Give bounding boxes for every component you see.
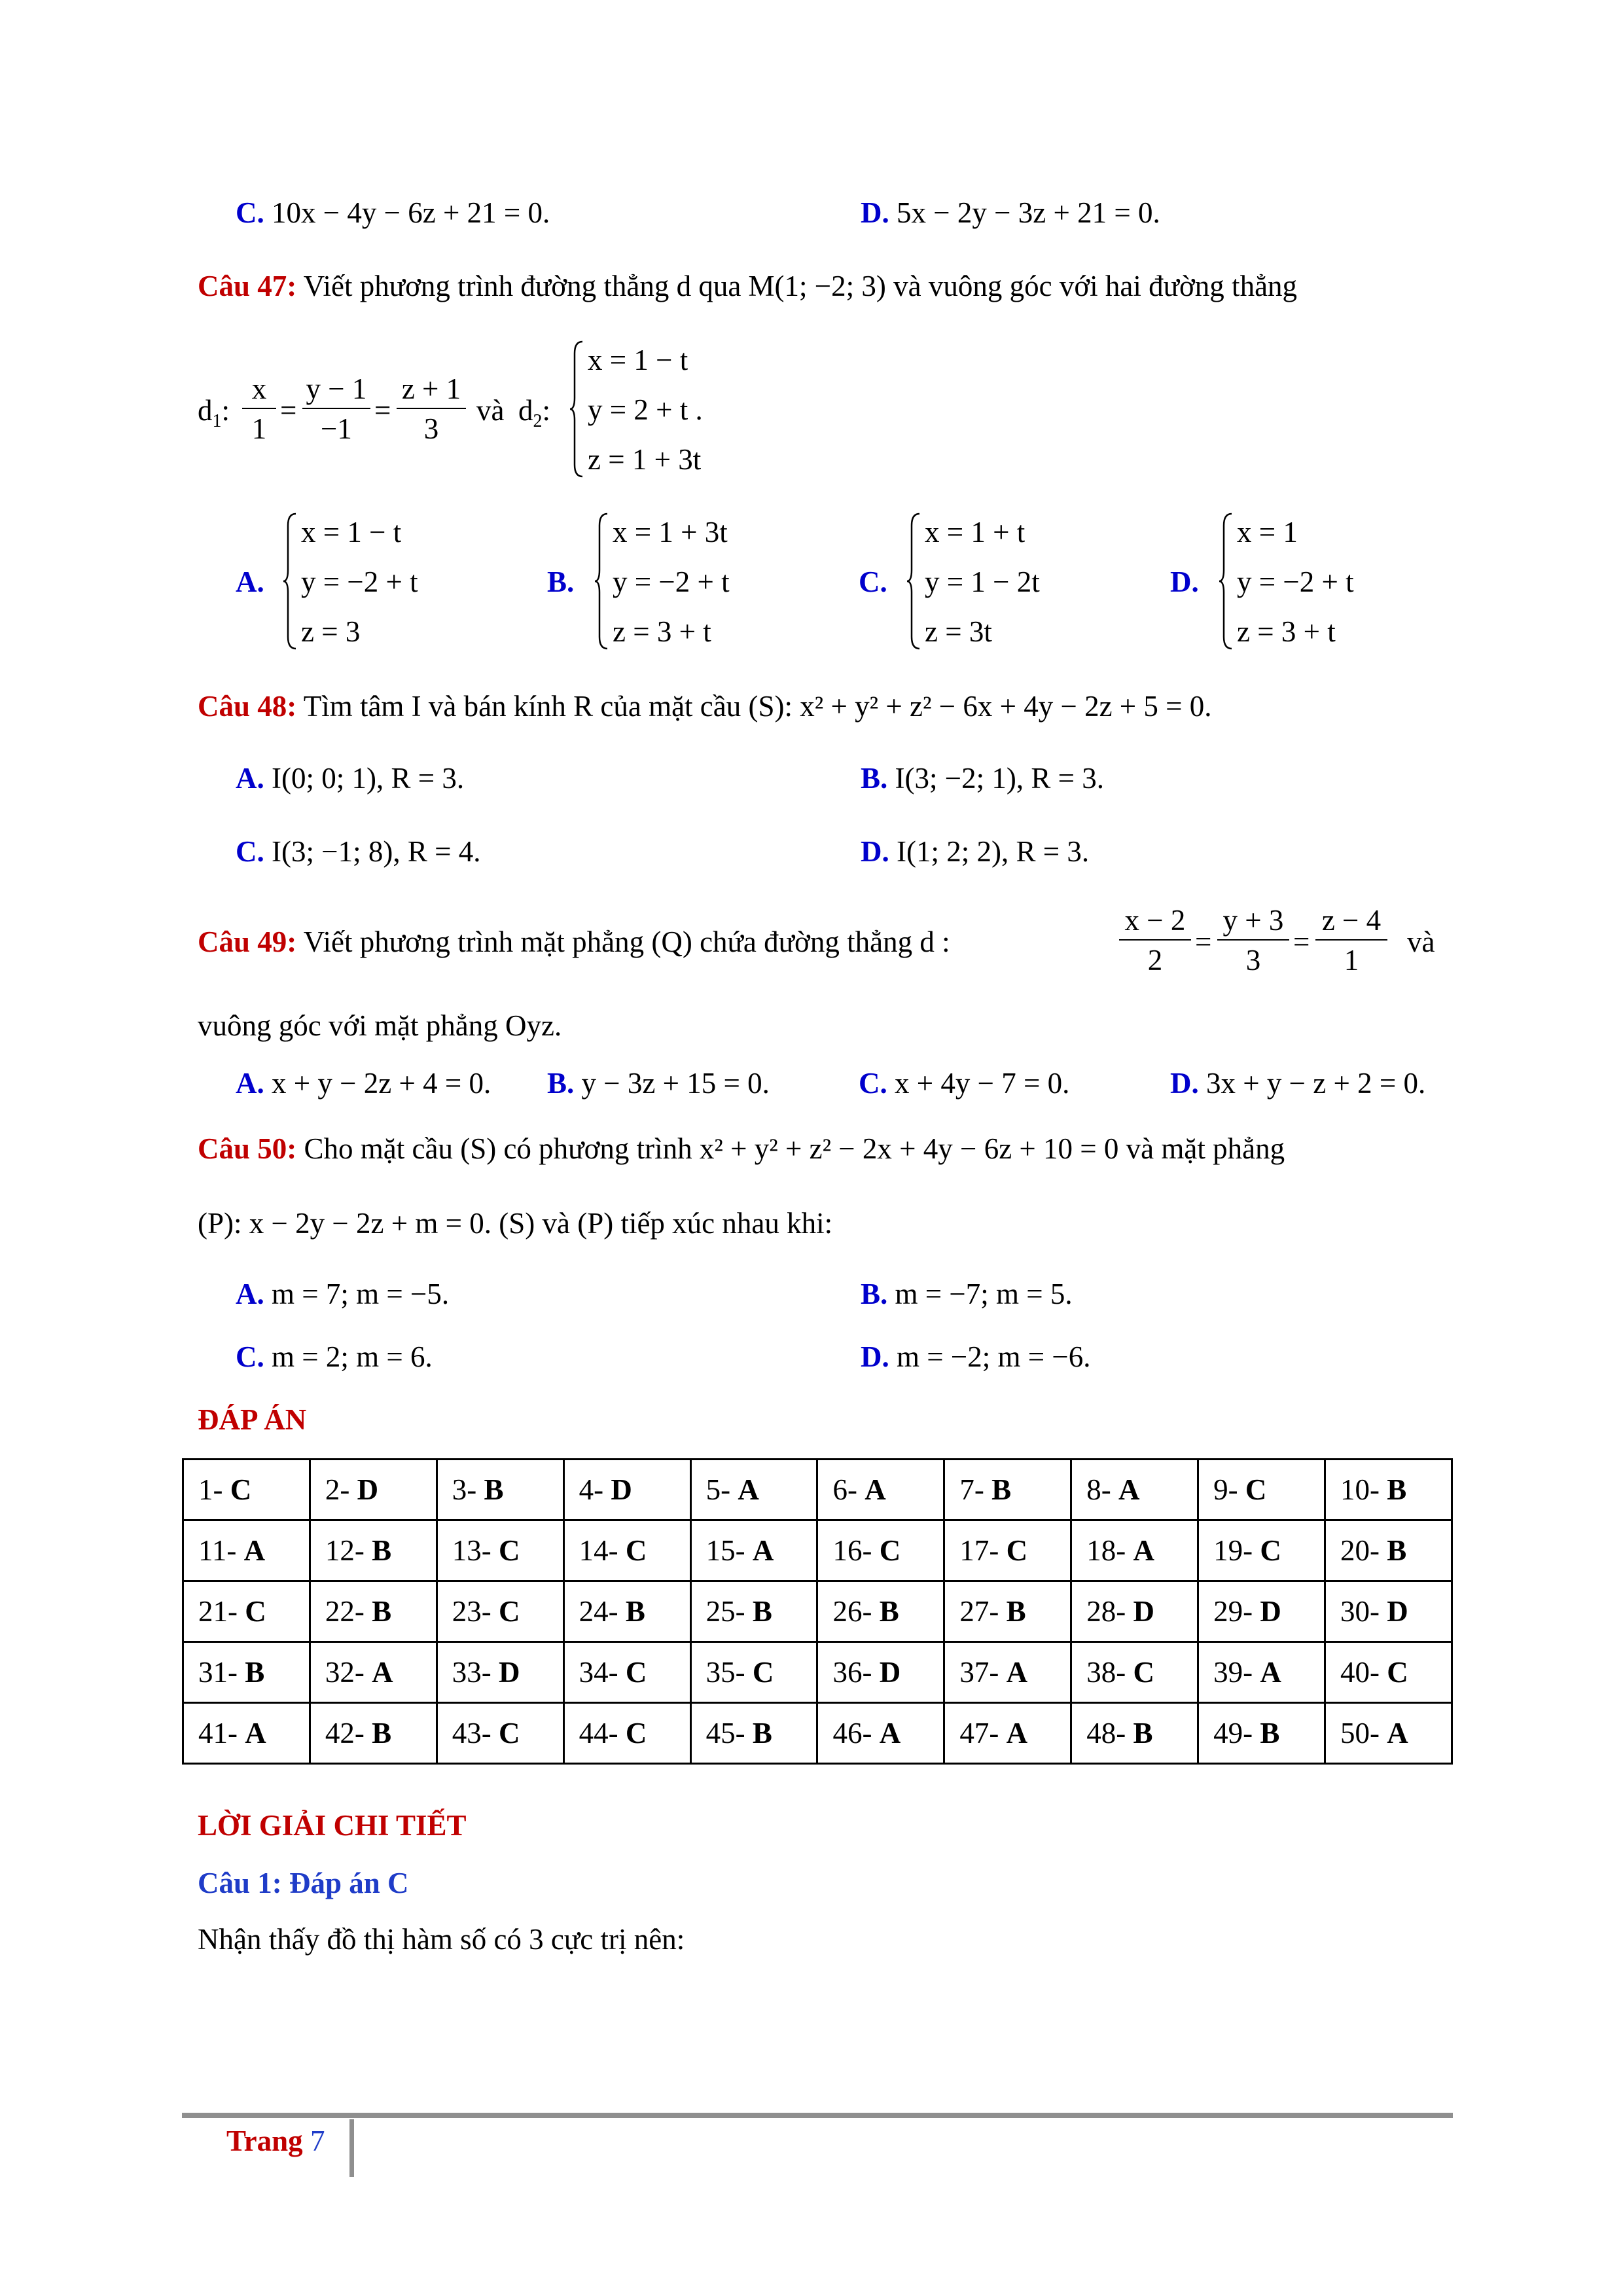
answer-cell — [183, 1581, 310, 1642]
answer-number: 38- — [1086, 1656, 1126, 1689]
answer-cell — [1325, 1460, 1452, 1520]
answer-choice: C — [625, 1717, 647, 1749]
answer-choice: B — [625, 1595, 645, 1628]
q46-option-c — [236, 195, 550, 230]
q47-label: Câu 47: — [198, 270, 297, 302]
answer-cell — [183, 1520, 310, 1581]
answer-row — [183, 1703, 1452, 1764]
solution-title: LỜI GIẢI CHI TIẾT — [198, 1809, 467, 1842]
left-brace-icon — [283, 512, 297, 650]
answer-row — [183, 1581, 1452, 1642]
left-brace-icon — [594, 512, 609, 650]
answer-cell — [944, 1581, 1071, 1642]
q49-option-a: A. x + y − 2z + 4 = 0. — [236, 1067, 491, 1100]
q49-line-2: vuông góc với mặt phẳng Oyz. — [198, 1009, 562, 1042]
answer-number: 40- — [1340, 1656, 1380, 1689]
answer-number: 19- — [1213, 1534, 1253, 1567]
q47-and: và — [476, 394, 505, 427]
q48-stem — [198, 689, 1212, 724]
q47-option-b-label: B. — [547, 565, 575, 598]
answer-number: 4- — [579, 1473, 604, 1506]
answer-number: 29- — [1213, 1595, 1253, 1628]
answer-number: 43- — [452, 1717, 491, 1749]
q46-option-c-label: C. — [236, 196, 264, 229]
answer-choice: C — [499, 1595, 520, 1628]
answer-choice: A — [1260, 1656, 1281, 1689]
answer-choice: A — [1133, 1534, 1154, 1567]
q46-option-d-text: 5x − 2y − 3z + 21 = 0. — [897, 196, 1160, 229]
q49-option-c: C. x + 4y − 7 = 0. — [859, 1067, 1070, 1100]
answer-number: 27- — [959, 1595, 999, 1628]
q47-option-c-system: x = 1 + t y = 1 − 2t z = 3t — [906, 512, 1090, 650]
answer-choice: D — [1260, 1595, 1281, 1628]
answer-choice: C — [1245, 1473, 1267, 1506]
answer-number: 14- — [579, 1534, 618, 1567]
q48-option-a: A. I(0; 0; 1), R = 3. — [236, 762, 465, 795]
answer-number: 10- — [1340, 1473, 1380, 1506]
answer-number: 39- — [1213, 1656, 1253, 1689]
answer-cell — [310, 1703, 437, 1764]
answer-cell — [1325, 1520, 1452, 1581]
answer-choice: C — [752, 1656, 774, 1689]
answer-choice: C — [1387, 1656, 1408, 1689]
answer-cell — [563, 1520, 690, 1581]
q49-eq-1: = — [1195, 925, 1212, 958]
answer-number: 36- — [832, 1656, 872, 1689]
q50-option-a: A. m = 7; m = −5. — [236, 1278, 450, 1310]
left-brace-icon — [569, 340, 584, 478]
answer-number: 23- — [452, 1595, 491, 1628]
answer-number: 37- — [959, 1656, 999, 1689]
answer-cell — [1071, 1642, 1198, 1703]
answer-choice: A — [879, 1717, 901, 1749]
q48-option-d: D. I(1; 2; 2), R = 3. — [861, 835, 1090, 868]
answer-cell — [817, 1703, 944, 1764]
answer-choice: A — [865, 1473, 886, 1506]
answer-choice: A — [243, 1534, 266, 1567]
answer-choice: B — [991, 1473, 1012, 1506]
q46-option-c-text: 10x − 4y − 6z + 21 = 0. — [272, 196, 550, 229]
q50-option-d: D. m = −2; m = −6. — [861, 1340, 1091, 1373]
q49-stem — [198, 924, 950, 960]
answer-number: 1- — [198, 1473, 223, 1506]
answer-choice: B — [1387, 1534, 1407, 1567]
answer-choice: B — [245, 1656, 265, 1689]
answer-choice: B — [1006, 1595, 1026, 1628]
q49-option-d: D. 3x + y − z + 2 = 0. — [1170, 1067, 1426, 1100]
q47-option-a-label: A. — [236, 565, 264, 598]
answer-cell — [183, 1642, 310, 1703]
answer-choice: D — [611, 1473, 632, 1506]
q50-text: Cho mặt cầu (S) có phương trình x² + y² + z² − 2x + 4y − 6z + 10 = 0 và mặt phẳng — [304, 1132, 1285, 1165]
answer-cell — [183, 1703, 310, 1764]
q47-d1-frac-1: $\frac{x}{1}$ — [242, 374, 276, 444]
answer-number: 6- — [832, 1473, 857, 1506]
answer-cell — [1071, 1520, 1198, 1581]
answer-number: 44- — [579, 1717, 618, 1749]
answer-cell — [310, 1581, 437, 1642]
q48-option-c: C. I(3; −1; 8), R = 4. — [236, 835, 481, 868]
answer-choice: B — [1260, 1717, 1280, 1749]
answer-cell — [817, 1460, 944, 1520]
q47-option-c-label: C. — [859, 565, 887, 598]
answer-cell — [183, 1460, 310, 1520]
answer-choice: B — [484, 1473, 504, 1506]
answer-number: 31- — [198, 1656, 238, 1689]
answer-cell — [1198, 1520, 1325, 1581]
answer-number: 46- — [832, 1717, 872, 1749]
answer-cell — [563, 1642, 690, 1703]
q47-d2-line-2: y = 2 + t . — [588, 393, 703, 426]
q48-label: Câu 48: — [198, 690, 297, 723]
answer-choice: C — [245, 1595, 266, 1628]
q49-frac-2: $\frac{y + 3}{3}$ — [1217, 906, 1289, 975]
solution-q1-heading: Câu 1: Đáp án C — [198, 1867, 409, 1899]
q49-eq-2: = — [1293, 925, 1310, 958]
answer-number: 12- — [325, 1534, 365, 1567]
q49-tail: và — [1407, 925, 1435, 958]
q47-d2-line-1: x = 1 − t — [588, 344, 688, 376]
answer-choice: B — [879, 1595, 899, 1628]
answer-number: 24- — [579, 1595, 618, 1628]
answer-choice: C — [879, 1534, 901, 1567]
q49-option-b: B. y − 3z + 15 = 0. — [547, 1067, 770, 1100]
q50-label: Câu 50: — [198, 1132, 297, 1165]
answer-cell — [437, 1642, 563, 1703]
answer-number: 18- — [1086, 1534, 1126, 1567]
q50-option-c: C. m = 2; m = 6. — [236, 1340, 433, 1373]
answer-cell — [1198, 1703, 1325, 1764]
q47-d1-name: $d_1$: — [198, 394, 230, 431]
answer-number: 45- — [705, 1717, 745, 1749]
answer-number: 42- — [325, 1717, 365, 1749]
answer-cell — [563, 1581, 690, 1642]
answer-cell — [1071, 1460, 1198, 1520]
answer-cell — [690, 1703, 817, 1764]
answer-number: 30- — [1340, 1595, 1380, 1628]
answer-cell — [1325, 1703, 1452, 1764]
answer-cell — [817, 1642, 944, 1703]
answer-cell — [1325, 1581, 1452, 1642]
q46-option-d — [861, 195, 1160, 230]
q47-d1-frac-3: $\frac{z + 1}{3}$ — [397, 374, 466, 444]
answer-number: 41- — [198, 1717, 238, 1749]
answer-choice: B — [752, 1717, 772, 1749]
q47-d2-name: $d_2$: — [518, 394, 551, 431]
answer-choice: C — [1006, 1534, 1028, 1567]
answer-number: 48- — [1086, 1717, 1126, 1749]
answer-choice: D — [879, 1656, 901, 1689]
q47-option-d-system: x = 1 y = −2 + t z = 3 + t — [1219, 512, 1402, 650]
q47-d1-eq-1: = — [280, 394, 297, 427]
answer-number: 16- — [832, 1534, 872, 1567]
answer-number: 50- — [1340, 1717, 1380, 1749]
answer-choice: B — [1133, 1717, 1153, 1749]
answer-number: 28- — [1086, 1595, 1126, 1628]
answer-choice: C — [625, 1656, 647, 1689]
answer-choice: C — [625, 1534, 647, 1567]
answer-number: 3- — [452, 1473, 477, 1506]
answer-choice: C — [1260, 1534, 1281, 1567]
answer-cell — [310, 1460, 437, 1520]
answer-number: 26- — [832, 1595, 872, 1628]
q49-text: Viết phương trình mặt phẳng (Q) chứa đường thẳng d : — [303, 925, 950, 958]
answer-row — [183, 1642, 1452, 1703]
answer-choice: B — [752, 1595, 772, 1628]
answer-choice: A — [738, 1473, 759, 1506]
footer-page-label: Trang — [226, 2125, 303, 2157]
answer-number: 47- — [959, 1717, 999, 1749]
answer-number: 8- — [1086, 1473, 1111, 1506]
answer-cell — [944, 1703, 1071, 1764]
q47-d1-eq-2: = — [374, 394, 391, 427]
answer-number: 22- — [325, 1595, 365, 1628]
answer-key-title: ĐÁP ÁN — [198, 1403, 307, 1436]
answer-choice: D — [357, 1473, 379, 1506]
answer-number: 34- — [579, 1656, 618, 1689]
answer-cell — [690, 1581, 817, 1642]
solution-q1-text: Nhận thấy đồ thị hàm số có 3 cực trị nên: — [198, 1923, 685, 1956]
answer-number: 2- — [325, 1473, 350, 1506]
answer-choice: A — [1006, 1717, 1028, 1749]
q47-stem — [198, 268, 1297, 304]
answer-cell — [437, 1703, 563, 1764]
q49-frac-1: $\frac{x - 2}{2}$ — [1119, 906, 1191, 975]
answer-choice: B — [372, 1534, 392, 1567]
answer-cell — [437, 1460, 563, 1520]
answer-cell — [690, 1460, 817, 1520]
q49-frac-3: $\frac{z - 4}{1}$ — [1315, 906, 1387, 975]
q50-stem — [198, 1131, 1285, 1166]
answer-number: 5- — [705, 1473, 731, 1506]
left-brace-icon — [906, 512, 921, 650]
q47-option-d-label: D. — [1170, 565, 1199, 598]
answer-cell — [1325, 1642, 1452, 1703]
answer-cell — [437, 1581, 563, 1642]
answer-number: 17- — [959, 1534, 999, 1567]
answer-choice: D — [1387, 1595, 1408, 1628]
answer-cell — [437, 1520, 563, 1581]
answer-choice: C — [230, 1473, 252, 1506]
answer-cell — [690, 1520, 817, 1581]
answer-number: 25- — [705, 1595, 745, 1628]
answer-choice: A — [752, 1534, 774, 1567]
q47-d1-frac-2: $\frac{y - 1}{-1}$ — [302, 374, 370, 444]
answer-cell — [944, 1520, 1071, 1581]
answer-number: 13- — [452, 1534, 491, 1567]
left-brace-icon — [1219, 512, 1233, 650]
answer-choice: A — [1006, 1656, 1028, 1689]
answer-choice: C — [499, 1717, 520, 1749]
q47-text: Viết phương trình đường thẳng d qua M(1; −2; 3) và vuông góc với hai đường thẳng — [303, 270, 1298, 302]
answer-number: 15- — [705, 1534, 745, 1567]
q48-text: Tìm tâm I và bán kính R của mặt cầu (S): x² + y² + z² − 6x + 4y − 2z + 5 = 0. — [303, 690, 1212, 723]
answer-choice: B — [1387, 1473, 1407, 1506]
answer-choice: A — [245, 1717, 266, 1749]
answer-cell — [563, 1703, 690, 1764]
q50-line-2: (P): x − 2y − 2z + m = 0. (S) và (P) tiếp xúc nhau khi: — [198, 1207, 833, 1240]
answer-cell — [817, 1581, 944, 1642]
q46-option-d-label: D. — [861, 196, 889, 229]
answer-number: 7- — [959, 1473, 984, 1506]
answer-number: 33- — [452, 1656, 491, 1689]
answer-cell — [1198, 1642, 1325, 1703]
footer-page — [226, 2123, 325, 2159]
answer-number: 32- — [325, 1656, 365, 1689]
answer-choice: A — [1387, 1717, 1408, 1749]
answer-key-table — [182, 1458, 1453, 1765]
answer-cell — [817, 1520, 944, 1581]
answer-choice: B — [372, 1717, 392, 1749]
answer-choice: C — [1133, 1656, 1154, 1689]
answer-cell — [310, 1642, 437, 1703]
answer-number: 20- — [1340, 1534, 1380, 1567]
q47-d2-line-3: z = 1 + 3t — [588, 443, 702, 476]
answer-number: 9- — [1213, 1473, 1238, 1506]
q47-d2-system — [569, 340, 766, 478]
answer-cell — [1198, 1460, 1325, 1520]
answer-cell — [1071, 1581, 1198, 1642]
answer-cell — [690, 1642, 817, 1703]
answer-number: 35- — [705, 1656, 745, 1689]
answer-row — [183, 1520, 1452, 1581]
footer-separator — [349, 2119, 354, 2177]
answer-cell — [944, 1460, 1071, 1520]
answer-choice: C — [499, 1534, 520, 1567]
answer-choice: A — [1118, 1473, 1140, 1506]
answer-cell — [1071, 1703, 1198, 1764]
answer-choice: A — [372, 1656, 393, 1689]
q47-option-b-system: x = 1 + 3t y = −2 + t z = 3 + t — [594, 512, 777, 650]
answer-row — [183, 1460, 1452, 1520]
q50-option-b: B. m = −7; m = 5. — [861, 1278, 1073, 1310]
q48-option-b: B. I(3; −2; 1), R = 3. — [861, 762, 1104, 795]
answer-cell — [944, 1642, 1071, 1703]
answer-choice: B — [372, 1595, 392, 1628]
q49-label: Câu 49: — [198, 925, 297, 958]
answer-choice: D — [1133, 1595, 1154, 1628]
answer-cell — [310, 1520, 437, 1581]
answer-number: 11- — [198, 1534, 237, 1567]
footer-page-number: 7 — [310, 2125, 325, 2157]
answer-cell — [563, 1460, 690, 1520]
answer-number: 49- — [1213, 1717, 1253, 1749]
q47-option-a-system: x = 1 − t y = −2 + t z = 3 — [283, 512, 466, 650]
answer-choice: D — [499, 1656, 520, 1689]
footer-rule — [182, 2113, 1453, 2118]
answer-number: 21- — [198, 1595, 238, 1628]
answer-cell — [1198, 1581, 1325, 1642]
